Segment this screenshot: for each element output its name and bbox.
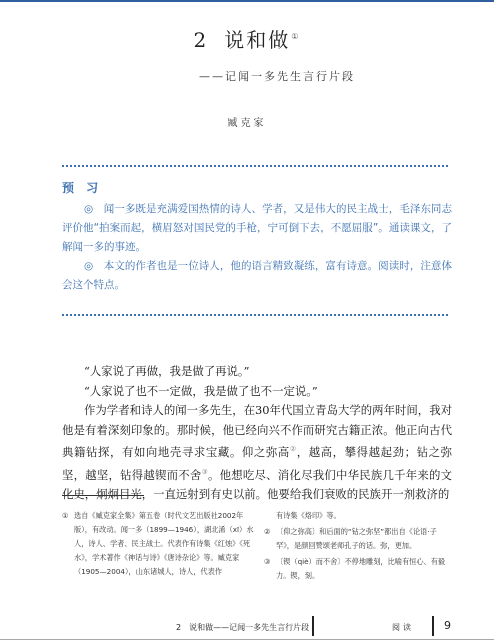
chapter-title-text: 说和做 — [224, 28, 291, 52]
footnote-item — [62, 509, 258, 579]
footnote-mark: ① — [62, 511, 69, 520]
body-paragraph-3-part-b: ，越高，攀得越起劲；钻之弥坚，越坚，钻得越锲而不舍 — [62, 445, 452, 482]
footnote-mark — [264, 509, 276, 523]
footnote-rule — [62, 495, 144, 496]
page-edge — [0, 639, 494, 640]
footnotes-left-column — [62, 509, 258, 581]
footnote-mark: ② — [264, 527, 271, 536]
footnote-text: 〔仰之弥高〕和后面的“钻之弥坚”都出自《论语·子罕》，是颜回赞颂老师孔子的话。弥，更加。 — [276, 527, 437, 550]
footer-divider — [432, 616, 434, 636]
footnote-item — [264, 555, 452, 583]
footnote-item — [264, 509, 452, 523]
footnote-text: 有诗集《烙印》等。 — [276, 511, 341, 520]
preview-top-divider — [62, 165, 448, 167]
page-footer — [0, 614, 494, 638]
footer-divider — [312, 616, 314, 636]
chapter-subtitle: ——记闻一多先生言行片段 — [199, 70, 355, 83]
author-name: 臧克家 — [227, 118, 267, 129]
body-paragraph-3-part-c: 。他想吃尽、消化尽我们中华民族几千年来的文化史，炯炯目光，一直远射到有史以前。他要给我们衰败的民族开一剂救济的 — [62, 467, 452, 502]
section-label: 阅读 — [392, 623, 414, 632]
footnote-mark: ③ — [264, 557, 271, 566]
footnote-item — [264, 525, 452, 553]
quote-paragraph-1: “人家说了再做，我是做了再说。” — [84, 364, 250, 378]
body-paragraph-3 — [62, 401, 452, 505]
preview-paragraph-1: ◎ 闻一多既是充满爱国热情的诗人、学者，又是伟大的民主战士，毛泽东同志评价他“拍案而起，横眉怒对国民党的手枪，宁可倒下去，不愿屈服”。通读课文，了解闻一多的事迹。 — [62, 203, 452, 253]
preview-box — [62, 179, 452, 295]
chapter-title — [0, 24, 494, 53]
footnote-text: 选自《臧克家全集》第五卷（时代文艺出版社2002年版），有改动。闻一多（1899—1946），湖北浠（xī）水人，诗人、学者、民主战士。代表作有诗集《红烛》《死水》，学术著作《神话与诗》《唐诗杂论》等。臧克家（1905—2004），山东诸城人，诗人，代表作 — [74, 511, 254, 576]
running-title: 2 说和做——记闻一多先生言行片段 — [176, 623, 310, 632]
body-paragraph-3-part-a: 作为学者和诗人的闻一多先生，在30年代国立青岛大学的两年时间，我对他是有着深刻印象的。那时候，他已经向兴不作而研究古籍正浓。他正向古代典籍钻探，有如向地壳寻求宝藏。仰之弥高 — [62, 403, 452, 460]
page-number: 9 — [444, 619, 451, 632]
preview-paragraph-2: ◎ 本文的作者也是一位诗人，他的语言精致凝练，富有诗意。阅读时，注意体会这个特点。 — [62, 260, 452, 291]
preview-bottom-divider — [62, 314, 448, 316]
footnotes-right-column — [264, 509, 452, 585]
footnote-text: 〔锲（qiè）而不舍〕不停地雕刻，比喻有恒心、有毅力。锲，刻。 — [276, 557, 446, 580]
quote-paragraph-2: “人家说了也不一定做，我是做了也不一定说。” — [84, 383, 318, 398]
preview-heading: 预 习 — [62, 181, 103, 195]
footnote-mark-2[interactable]: ② — [289, 445, 297, 454]
chapter-number: 2 — [193, 28, 209, 52]
footnote-mark-3[interactable]: ③ — [201, 467, 209, 476]
title-footnote-mark[interactable]: ① — [291, 32, 301, 42]
main-text — [62, 362, 452, 505]
